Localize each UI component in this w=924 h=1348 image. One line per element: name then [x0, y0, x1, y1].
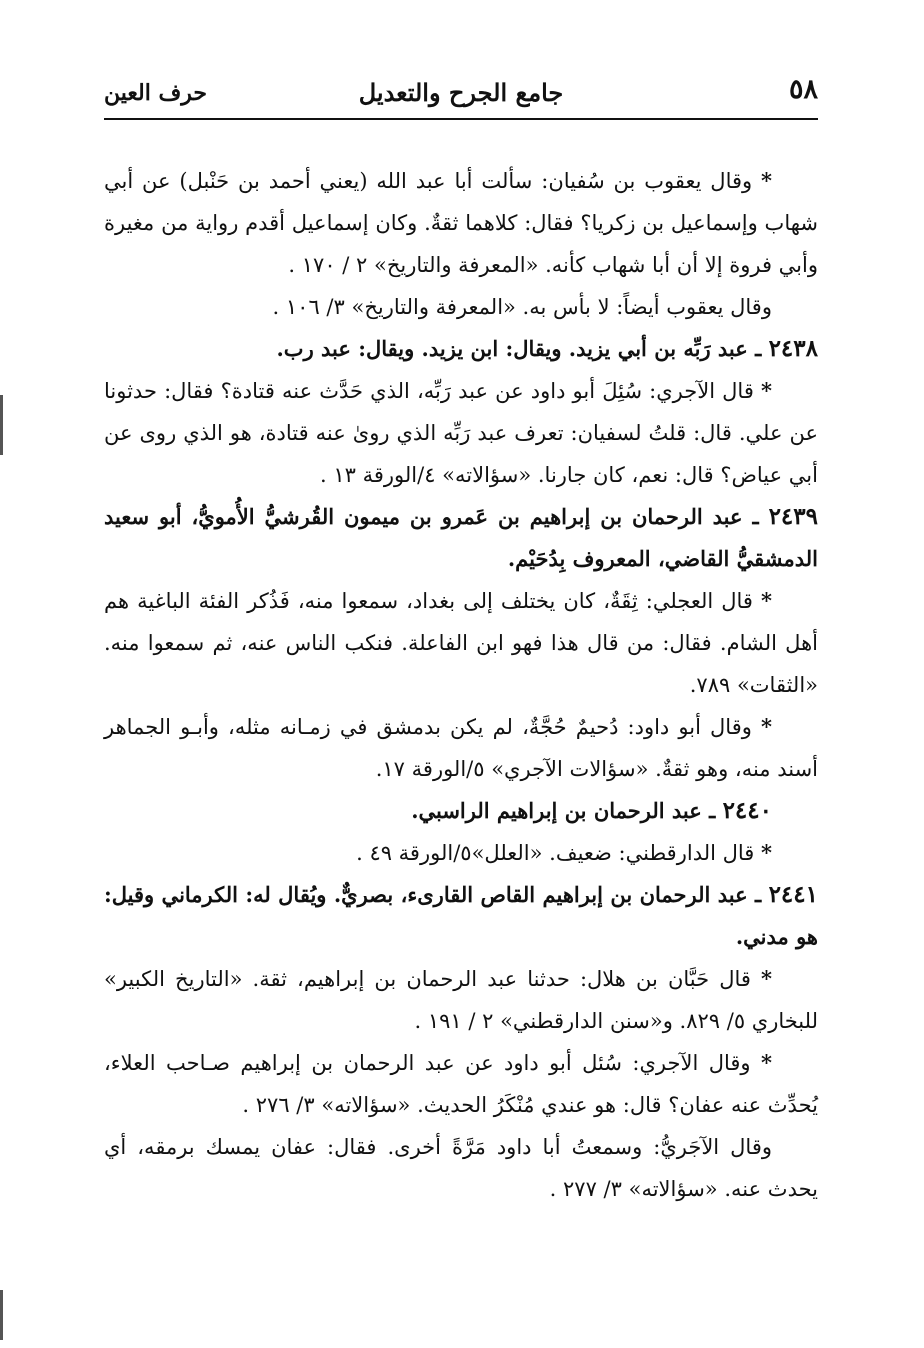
entry-number: ٢٤٤٠	[722, 797, 772, 824]
page-body	[104, 160, 818, 1210]
text-paragraph	[104, 1126, 818, 1210]
asterisk-icon: *	[761, 966, 772, 991]
entry-title: ـ عبد الرحمان بن إبراهيم بن عَمرو بن ميمون القُرشيُّ الأُمويُّ، أبو سعيد الدمشقيُّ القاضي، المعروف بِدُحَيْم.	[104, 504, 818, 571]
entry-number: ٢٤٣٨	[768, 335, 818, 362]
header-rule	[104, 118, 818, 120]
paragraph-text: وقال يعقوب بن سُفيان: سألت أبا عبد الله (يعني أحمد بن حَنْبل) عن أبي شهاب وإسماعيل بن زكريا؟ فقال: كلاهما ثقةٌ. وكان إسماعيل أقدم رواية من مغيرة وأبي فروة إلا أن أبا شهاب كأنه. «المعرفة والتاريخ» ٢ / ١٧٠ .	[104, 169, 818, 277]
page-header	[104, 68, 818, 112]
paragraph-text: قال الآجري: سُئِلَ أبو داود عن عبد رَبِّه، الذي حَدَّث عنه قتادة؟ فقال: حدثونا عن علي. قال: قلتُ لسفيان: تعرف عبد رَبِّه الذي روىٰ عنه قتادة، هو الذي روى عن أبي عياض؟ قال: نعم، كان جارنا. «سؤالاته» ٤/الورقة ١٣ .	[104, 379, 818, 487]
section-title: حرف العين	[104, 80, 208, 106]
quote-paragraph	[104, 160, 818, 286]
paragraph-text: وقال الآجَريُّ: وسمعتُ أبا داود مَرَّةً أخرى. فقال: عفان يمسك برمقه، أي يحدث عنه. «سؤالاته» ٣/ ٢٧٧ .	[104, 1135, 818, 1201]
asterisk-icon: *	[761, 588, 772, 613]
asterisk-icon: *	[761, 840, 772, 865]
paragraph-text: قال الدارقطني: ضعيف. «العلل»٥/الورقة ٤٩ .	[356, 841, 755, 865]
scan-edge-mark	[0, 1290, 3, 1340]
paragraph-text: وقال الآجري: سُئل أبو داود عن عبد الرحمان بن إبراهيم صـاحب العلاء، يُحدِّث عنه عفان؟ قال: هو عندي مُنْكَرُ الحديث. «سؤالاته» ٣/ ٢٧٦ .	[104, 1051, 818, 1117]
page-number: ٥٨	[788, 74, 818, 105]
paragraph-text: قال العجلي: ثِقَةٌ، كان يختلف إلى بغداد، سمعوا منه، فَذُكر الفئة الباغية هم أهل الشام. فقال: من قال هذا فهو ابن الفاعلة. فنكب الناس عنه، ثم سمعوا منه. «الثقات» ٧٨٩.	[104, 589, 818, 697]
asterisk-icon: *	[761, 714, 772, 739]
scan-edge-mark	[0, 395, 3, 455]
entry-number: ٢٤٣٩	[768, 503, 818, 530]
quote-paragraph	[104, 832, 818, 874]
entry-title: ـ عبد رَبِّه بن أبي يزيد. ويقال: ابن يزيد. ويقال: عبد رب.	[276, 336, 769, 361]
text-paragraph	[104, 286, 818, 328]
entry-title: ـ عبد الرحمان بن إبراهيم الراسبي.	[411, 798, 723, 823]
asterisk-icon: *	[761, 378, 772, 403]
asterisk-icon: *	[761, 168, 772, 193]
entry-title: ـ عبد الرحمان بن إبراهيم القاص القارىء، بصريٌّ. ويُقال له: الكرماني وقيل: هو مدني.	[104, 882, 818, 949]
asterisk-icon: *	[761, 1050, 772, 1075]
entry-number: ٢٤٤١	[768, 881, 818, 908]
quote-paragraph	[104, 580, 818, 706]
entry-heading	[104, 496, 818, 580]
entry-heading	[104, 874, 818, 958]
entry-heading	[104, 328, 818, 370]
paragraph-text: وقال يعقوب أيضاً: لا بأس به. «المعرفة والتاريخ» ٣/ ١٠٦ .	[272, 295, 772, 319]
quote-paragraph	[104, 706, 818, 790]
quote-paragraph	[104, 370, 818, 496]
quote-paragraph	[104, 958, 818, 1042]
paragraph-text: وقال أبو داود: دُحيمٌ حُجَّةٌ، لم يكن بدمشق في زمـانه مثله، وأبـو الجماهر أسند منه، وهو ثقةٌ. «سؤالات الآجري» ٥/الورقة ١٧.	[104, 715, 818, 781]
quote-paragraph	[104, 1042, 818, 1126]
entry-heading	[104, 790, 818, 832]
paragraph-text: قال حَبَّان بن هلال: حدثنا عبد الرحمان بن إبراهيم، ثقة. «التاريخ الكبير» للبخاري ٥/ ٨٢٩. و«سنن الدارقطني» ٢ / ١٩١ .	[104, 967, 818, 1033]
book-title: جامع الجرح والتعديل	[358, 78, 564, 107]
